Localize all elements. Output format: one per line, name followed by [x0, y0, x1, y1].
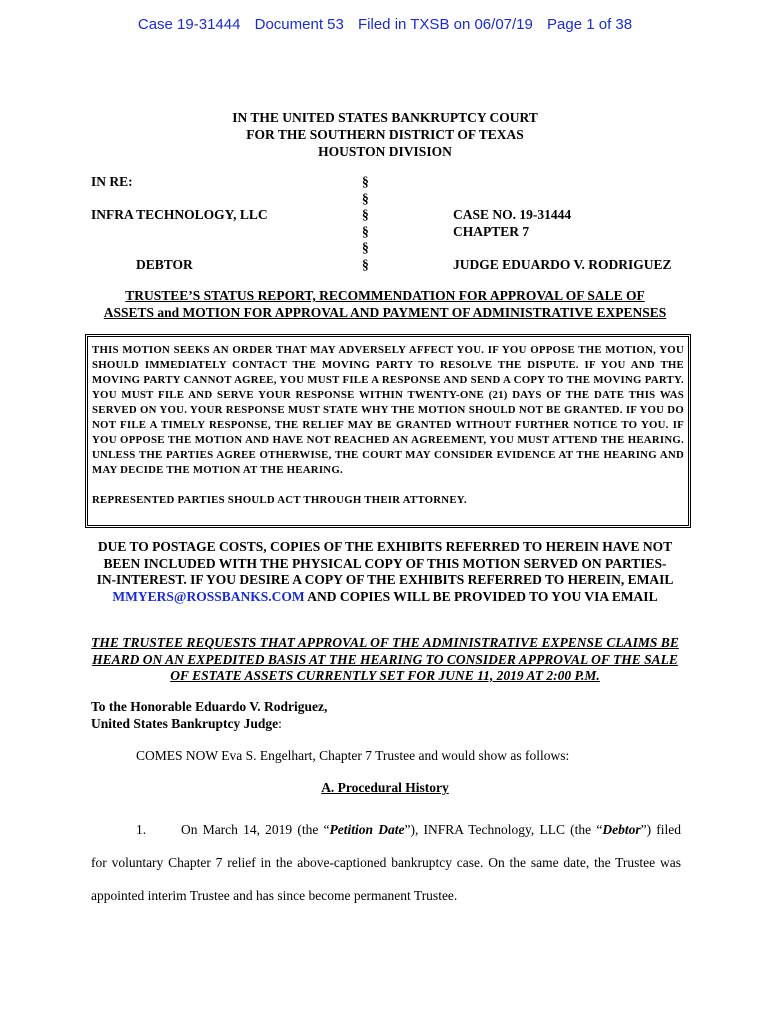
para-text: ”), INFRA Technology, LLC (the “: [404, 822, 603, 837]
judge-name: JUDGE EDUARDO V. RODRIGUEZ: [453, 256, 672, 272]
notice-box: [85, 334, 691, 528]
header-filed-date: Filed in TXSB on 06/07/19: [358, 16, 533, 33]
section-symbol: §: [362, 207, 369, 222]
in-re-label: IN RE:: [91, 174, 133, 189]
section-symbol: §: [362, 190, 369, 206]
caption-section-symbols: [362, 174, 369, 273]
court-line-1: IN THE UNITED STATES BANKRUPTCY COURT: [232, 110, 538, 125]
debtor-label: DEBTOR: [136, 256, 193, 272]
caption-parties: [91, 174, 268, 273]
notice-text: THIS MOTION SEEKS AN ORDER THAT MAY ADVERSELY AFFECT YOU. IF YOU OPPOSE THE MOTION, YOU SHOULD IMMEDIATELY CONTACT THE MOVING PARTY TO RESOLVE THE DISPUTE. IF YOU AND THE MOVING PARTY CANNOT AGREE, YOU MUST FILE A RESPONSE AND SEND A COPY TO THE MOVING PARTY. YOU MUST FILE AND SERVE YOUR RESPONSE WITHIN TWENTY-ONE (21) DAYS OF THE DATE THIS WAS SERVED ON YOU. YOUR RESPONSE MUST STATE WHY THE MOTION SHOULD NOT BE GRANTED. IF YOU DO NOT FILE A TIMELY RESPONSE, THE RELIEF MAY BE GRANTED WITHOUT FURTHER NOTICE TO YOU. IF YOU OPPOSE THE MOTION AND HAVE NOT REACHED AN AGREEMENT, YOU MUST ATTEND THE HEARING. UNLESS THE PARTIES AGREE OTHERWISE, THE COURT MAY CONSIDER EVIDENCE AT THE HEARING AND MAY DECIDE THE MOTION AT THE HEARING.: [92, 344, 684, 476]
paragraph-number: 1.: [136, 822, 147, 837]
section-heading: A. Procedural History: [321, 780, 449, 795]
court-line-2: FOR THE SOUTHERN DISTRICT OF TEXAS: [246, 127, 524, 142]
header-page-number: Page 1 of 38: [547, 16, 633, 33]
debtor-term: Debtor: [602, 822, 641, 837]
comes-now-text: COMES NOW Eva S. Engelhart, Chapter 7 Trustee and would show as follows:: [136, 748, 570, 763]
motion-title: [80, 288, 690, 321]
address-colon: :: [278, 715, 282, 731]
address-line-1: To the Honorable Eduardo V. Rodriguez,: [91, 699, 328, 714]
represented-parties-text: REPRESENTED PARTIES SHOULD ACT THROUGH THEIR ATTORNEY.: [92, 494, 467, 506]
email-link[interactable]: MMYERS@ROSSBANKS.COM: [112, 588, 305, 604]
court-heading: [0, 109, 770, 160]
chapter: CHAPTER 7: [453, 223, 530, 239]
section-symbol: §: [362, 240, 369, 255]
postage-text: DUE TO POSTAGE COSTS, COPIES OF THE EXHIBITS REFERRED TO HEREIN HAVE NOT BEEN INCLUDED WITH THE PHYSICAL COPY OF THIS MOTION SERVED ON PARTIES-IN-INTEREST. IF YOU DESIRE A COPY OF THE EXHIBITS REFERRED TO HEREIN, EMAIL: [96, 539, 674, 587]
title-line-1: TRUSTEE’S STATUS REPORT, RECOMMENDATION FOR APPROVAL OF SALE OF: [125, 288, 645, 303]
section-symbol: §: [362, 223, 369, 239]
para-line-2: for voluntary Chapter 7 relief in the above-captioned bankruptcy case. On the same date, the Trustee was: [91, 855, 681, 870]
caption-case-info: [453, 207, 672, 273]
address-line-2: United States Bankruptcy Judge: [91, 715, 279, 731]
section-symbol: §: [362, 174, 369, 189]
postage-text-end: AND COPIES WILL BE PROVIDED TO YOU VIA EMAIL: [304, 588, 658, 604]
postage-notice: [95, 539, 675, 605]
petition-date-term: Petition Date: [329, 822, 405, 837]
expedited-request: THE TRUSTEE REQUESTS THAT APPROVAL OF THE ADMINISTRATIVE EXPENSE CLAIMS BE HEARD ON AN EXPEDITED BASIS AT THE HEARING TO CONSIDER APPROVAL OF THE SALE OF ESTATE ASSETS CURRENTLY SET FOR JUNE 11, 2019 AT 2:00 P.M.: [91, 635, 679, 683]
para-text: On March 14, 2019 (the “: [181, 822, 330, 837]
title-line-2: ASSETS and MOTION FOR APPROVAL AND PAYMENT OF ADMINISTRATIVE EXPENSES: [103, 304, 667, 320]
judge-address: [91, 699, 327, 732]
section-symbol: §: [362, 256, 369, 272]
header-case-number: Case 19-31444: [137, 16, 241, 33]
court-line-3: HOUSTON DIVISION: [318, 144, 452, 159]
case-number: CASE NO. 19-31444: [453, 207, 572, 222]
paragraph-1: [91, 813, 681, 912]
para-line-3: appointed interim Trustee and has since become permanent Trustee.: [91, 888, 458, 903]
header-document-number: Document 53: [254, 16, 344, 33]
para-text: ”) filed: [640, 822, 681, 837]
page-header: [0, 16, 770, 33]
debtor-name: INFRA TECHNOLOGY, LLC: [91, 207, 268, 222]
